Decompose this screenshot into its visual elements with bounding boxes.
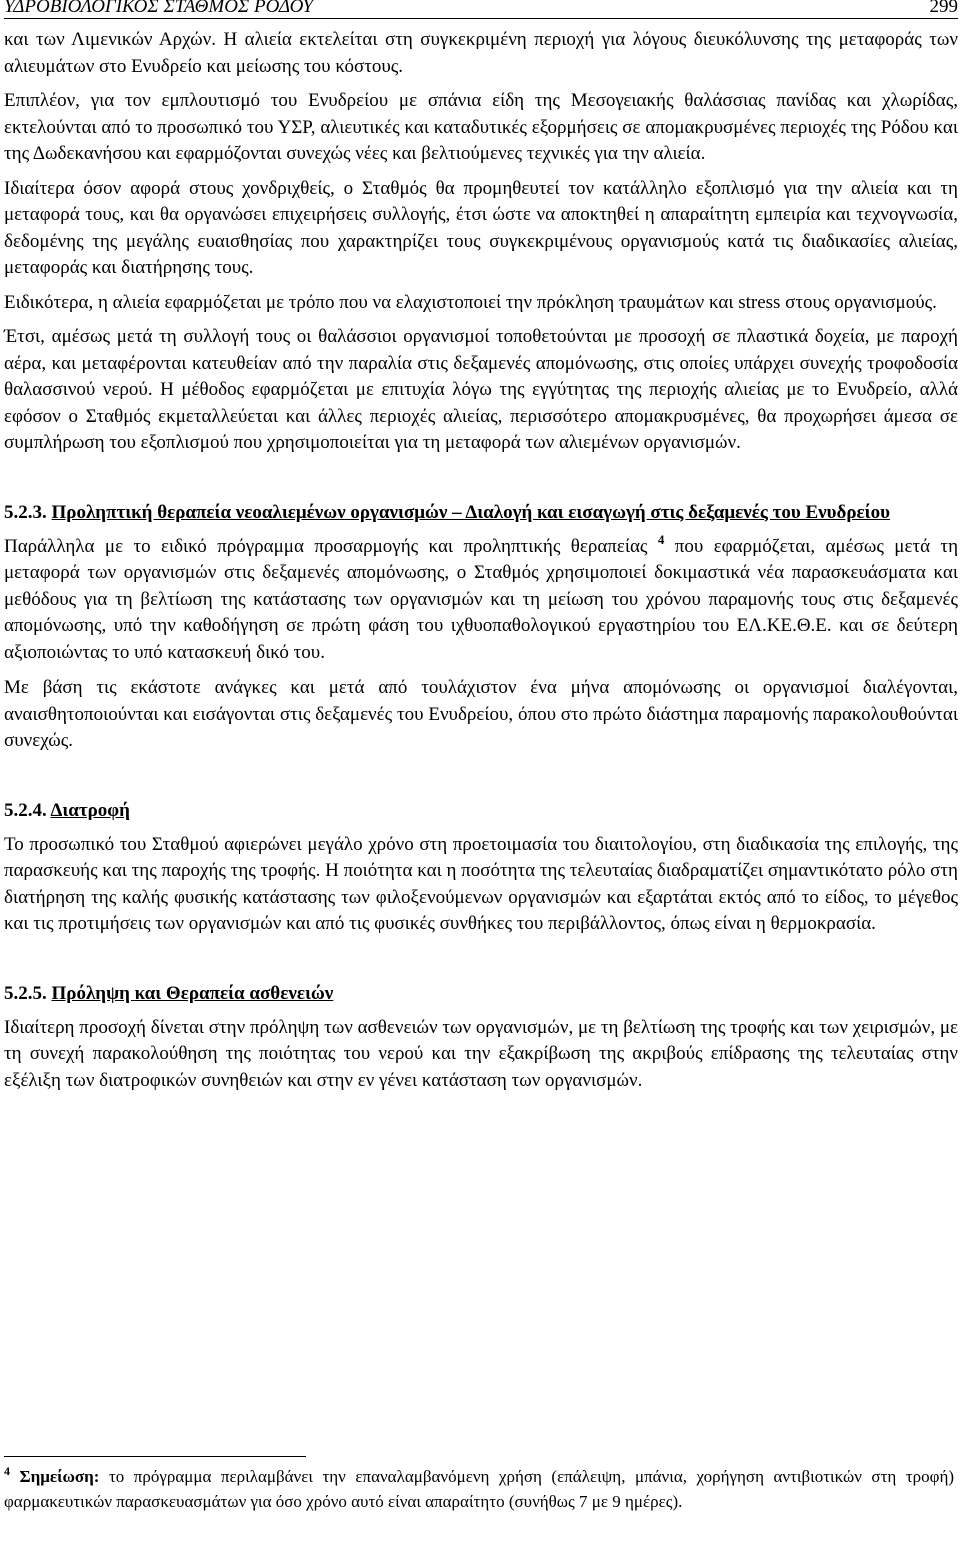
section-heading-5-2-5 xyxy=(4,980,958,1007)
paragraph-fishing-authorities: και των Λιμενικών Αρχών. Η αλιεία εκτελείται στη συγκεκριμένη περιοχή για λόγους διευκόλυνσης της μεταφοράς των αλιευμάτων στο Ενυδρείο και μείωσης του κόστους. xyxy=(4,29,958,77)
paragraph-enrichment: Επιπλέον, για τον εμπλουτισμό του Ενυδρείου με σπάνια είδη της Μεσογειακής θαλάσσιας πανίδας και χλωρίδας, εκτελούνται από το προσωπικό του ΥΣΡ, αλιευτικές και καταδυτικές εξορμήσεις σε απομακρυσμένες περιοχές της Ρόδου και της Δωδεκανήσου και εφαρμόζονται συνεχώς νέες και βελτιούμενες τεχνικές για την αλιεία. xyxy=(4,90,958,164)
header-title: ΥΔΡΟΒΙΟΛΟΓΙΚΟΣ ΣΤΑΘΜΟΣ ΡΟΔΟΥ xyxy=(4,0,314,17)
section-heading-5-2-4 xyxy=(4,797,958,824)
paragraph-text: Παράλληλα με το ειδικό πρόγραμμα προσαρμογής και προληπτικής θεραπείας xyxy=(4,535,648,557)
section-number: 5.2.4. xyxy=(4,799,47,821)
paragraph-nutrition: Το προσωπικό του Σταθμού αφιερώνει μεγάλο χρόνο στη προετοιμασία του διαιτολογίου, στη διαδικασία της επιλογής, της παρασκευής και της παροχής της τροφής. Η ποιότητα και η ποσότητα της τελευταίας διαδραματίζει σημαντικότατο ρόλο στη διατήρηση της καλής φυσικής κατάστασης των φιλοξενούμενων οργανισμών και εξαρτάται εκτός από το είδος, το μέγεθος και τις προτιμήσεις των οργανισμών και από τις φυσικές συνθήκες του περιβάλλοντος, όπως είναι η θερμοκρασία. xyxy=(4,833,958,934)
paragraph-disease-prevention: Ιδιαίτερη προσοχή δίνεται στην πρόληψη των ασθενειών των οργανισμών, με τη βελτίωση της τροφής και των χειρισμών, με τη συνεχή παρακολούθηση της ποιότητας του νερού και την εξακρίβωση της ακριβούς επίδρασης της τελευταίας στην εξέλιξη των διατροφικών συνηθειών και στην εν γένει κατάσταση των οργανισμών. xyxy=(4,1016,958,1091)
footnote-text: το πρόγραμμα περιλαμβάνει την επαναλαμβανόμενη χρήση (επάλειψη, μπάνια, χορήγηση αντιβιοτικών στη τροφή) φαρμακευτικών παρασκευασμάτων για όσο χρόνο αυτό είναι απαραίτητο (συνήθως 7 με 9 ημέρες). xyxy=(4,1467,955,1511)
footnote-separator xyxy=(4,1456,306,1457)
footnote-number: 4 xyxy=(4,1464,10,1478)
paragraph-selection: Με βάση τις εκάστοτε ανάγκες και μετά από τουλάχιστον ένα μήνα απομόνωσης οι οργανισμοί διαλέγονται, αναισθητοποιούνται και εισάγονται στις δεξαμενές του Ενυδρείου, όπου στο πρώτο διάστημα παραμονής παρακολουθούνται συνεχώς. xyxy=(4,677,958,751)
section-heading-5-2-3 xyxy=(4,499,958,526)
footnote-label: Σημείωση: xyxy=(19,1467,100,1486)
paragraph-stress: Ειδικότερα, η αλιεία εφαρμόζεται με τρόπο που να ελαχιστοποιεί την πρόκληση τραυμάτων και stress στους οργανισμούς. xyxy=(4,291,937,313)
paragraph-text: που εφαρμόζεται, αμέσως μετά τη μεταφορά των οργανισμών στις δεξαμενές απομόνωσης, ο Σταθμός χρησιμοποιεί δοκιμαστικά νέα παρασκευάσματα και μεθόδους για τη βελτίωση της κατάστασης των οργανισμών και τη μείωση του χρόνου παραμονής τους στις δεξαμενές απομόνωσης, υπό την καθοδήγηση σε πρώτη φάση του ιχθυοπαθολογικού εργαστηρίου του ΕΛ.ΚΕ.Θ.Ε. και σε δεύτερη αξιοποιώντας το υπό κατασκευή δικό του. xyxy=(4,535,959,663)
footnote xyxy=(4,1464,954,1514)
footnote-reference[interactable]: 4 xyxy=(657,531,665,547)
running-header xyxy=(4,0,958,19)
paragraph-transport: Έτσι, αμέσως μετά τη συλλογή τους οι θαλάσσιοι οργανισμοί τοποθετούνται με προσοχή σε πλαστικά δοχεία, με παροχή αέρα, και μεταφέρονται κατευθείαν από την παραλία στις δεξαμενές απομόνωσης, στις οποίες υπάρχει συνεχής τροφοδοσία θαλασσινού νερού. Η μέθοδος εφαρμόζεται με επιτυχία λόγω της εγγύτητας της περιοχής αλιείας με το Ενυδρείο, αλλά εφόσον ο Σταθμός εκμεταλλεύεται και άλλες περιοχές αλιείας, περισσότερο απομακρυσμένες, θα προχωρήσει άμεσα σε συμπλήρωση του εξοπλισμού που χρησιμοποιείται για τη μεταφορά των αλιεμένων οργανισμών. xyxy=(4,326,958,453)
section-title: Προληπτική θεραπεία νεοαλιεμένων οργανισμών – Διαλογή και εισαγωγή στις δεξαμενές του Ενυδρείου xyxy=(51,501,890,523)
paragraph-preventive-treatment xyxy=(4,531,959,667)
paragraph-chondrichthyes: Ιδιαίτερα όσον αφορά στους χονδριχθείς, ο Σταθμός θα προμηθευτεί τον κατάλληλο εξοπλισμό για την αλιεία και τη μεταφορά τους, και θα οργανώσει επιχειρήσεις συλλογής, έτσι ώστε να αποκτηθεί η απαραίτητη εμπειρία και τεχνογνωσία, δεδομένης της μεγάλης ευαισθησίας που χαρακτηρίζει τους συγκεκριμένους οργανισμούς κατά τις διαδικασίες αλιείας, μεταφοράς και διατήρησης τους. xyxy=(4,177,958,278)
page-number: 299 xyxy=(929,0,958,17)
section-title: Διατροφή xyxy=(50,799,130,821)
section-number: 5.2.5. xyxy=(4,982,47,1004)
section-title: Πρόληψη και Θεραπεία ασθενειών xyxy=(51,982,334,1004)
section-number: 5.2.3. xyxy=(4,501,47,523)
